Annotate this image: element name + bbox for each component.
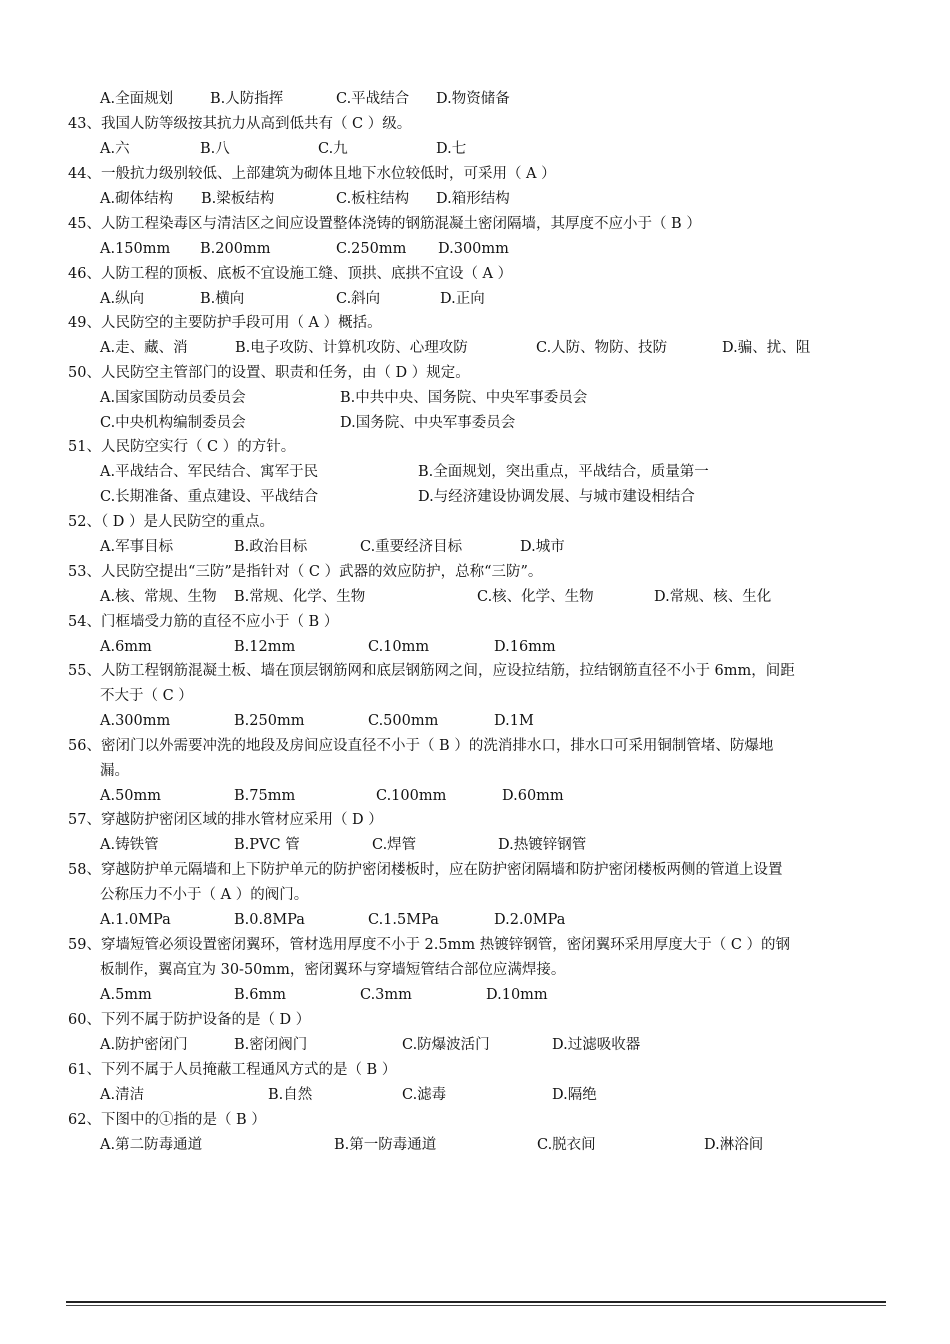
option-d: D.骗、扰、阻 [722, 340, 811, 356]
option-b: B.梁板结构 [201, 191, 275, 207]
option-c: C.250mm [336, 241, 407, 257]
option-a: A.300mm [100, 713, 171, 729]
option-c: C.脱衣间 [537, 1137, 596, 1153]
option-b: B.0.8MPa [234, 912, 305, 928]
question-text-continued: 公称压力不小于（ A ）的阀门。 [100, 887, 309, 903]
question-text: 44、一般抗力级别较低、上部建筑为砌体且地下水位较低时，可采用（ A ） [68, 166, 556, 182]
question-text: 55、人防工程钢筋混凝土板、墙在顶层钢筋网和底层钢筋网之间，应设拉结筋，拉结钢筋直径不小于 6mm，间距 [68, 663, 795, 679]
option-b: D.与经济建设协调发展、与城市建设相结合 [418, 489, 695, 505]
option-b: B.200mm [200, 241, 271, 257]
option-b: B.常规、化学、生物 [234, 589, 366, 605]
option-c: C.500mm [368, 713, 439, 729]
question-text: 51、人民防空实行（ C ）的方针。 [68, 439, 296, 455]
option-d: D.16mm [494, 639, 556, 655]
footer-rule-thick [66, 1301, 886, 1303]
option-d: D.10mm [486, 987, 548, 1003]
question-text: 62、下图中的①指的是（ B ） [68, 1112, 266, 1128]
option-b: B.政治目标 [234, 539, 308, 555]
option-c: C.核、化学、生物 [477, 589, 594, 605]
option-d: D.正向 [440, 291, 485, 307]
question-text: 46、人防工程的顶板、底板不宜设施工缝、顶拱、底拱不宜设（ A ） [68, 266, 513, 282]
option-a: A.国家国防动员委员会 [100, 390, 246, 406]
option-c: C.斜向 [336, 291, 381, 307]
question-text: 52、（ D ）是人民防空的重点。 [68, 514, 275, 530]
option-a: A.清洁 [100, 1087, 145, 1103]
option-c: C.10mm [368, 639, 430, 655]
option-b: D.国务院、中央军事委员会 [340, 415, 516, 431]
question-text-continued: 板制作，翼高宜为 30-50mm，密闭翼环与穿墙短管结合部位应满焊接。 [100, 962, 566, 978]
option-b: B.中共中央、国务院、中央军事委员会 [340, 390, 588, 406]
option-a: A.第二防毒通道 [100, 1137, 203, 1153]
question-text: 60、下列不属于防护设备的是（ D ） [68, 1012, 311, 1028]
option-c: C.平战结合 [336, 91, 410, 107]
option-c: C.100mm [376, 788, 447, 804]
option-c: C.九 [318, 141, 348, 157]
option-d: D.隔绝 [552, 1087, 597, 1103]
option-d: D.常规、核、生化 [654, 589, 772, 605]
option-b: B.自然 [268, 1087, 313, 1103]
option-c: C.重要经济目标 [360, 539, 463, 555]
option-a: A.5mm [100, 987, 152, 1003]
option-a: A.全面规划 [100, 91, 174, 107]
question-text: 49、人民防空的主要防护手段可用（ A ）概括。 [68, 315, 382, 331]
option-d: D.热镀锌钢管 [498, 837, 587, 853]
question-text: 57、穿越防护密闭区域的排水管材应采用（ D ） [68, 812, 383, 828]
option-a: A.50mm [100, 788, 162, 804]
question-text: 58、穿越防护单元隔墙和上下防护单元的防护密闭楼板时，应在防护密闭隔墙和防护密闭楼板两侧的管道上设置 [68, 862, 783, 878]
option-d: D.物资储备 [436, 91, 510, 107]
option-a: A.砌体结构 [100, 191, 174, 207]
option-d: D.箱形结构 [436, 191, 510, 207]
option-c: C.防爆波活门 [402, 1037, 490, 1053]
option-a: A.1.0MPa [100, 912, 171, 928]
option-c: C.1.5MPa [368, 912, 439, 928]
option-a: A.核、常规、生物 [100, 589, 217, 605]
question-text: 53、人民防空提出“三防”是指针对（ C ）武器的效应防护，总称“三防”。 [68, 564, 543, 580]
option-a: A.军事目标 [100, 539, 174, 555]
option-d: D.1M [494, 713, 534, 729]
option-a: A.纵向 [100, 291, 145, 307]
option-c: C.人防、物防、技防 [536, 340, 668, 356]
option-d: D.淋浴间 [704, 1137, 764, 1153]
option-b: B.12mm [234, 639, 296, 655]
question-text: 61、下列不属于人员掩蔽工程通风方式的是（ B ） [68, 1062, 397, 1078]
option-c: C.滤毒 [402, 1087, 447, 1103]
question-text: 59、穿墙短管必须设置密闭翼环，管材选用厚度不小于 2.5mm 热镀锌钢管，密闭翼环采用厚度大于（ C ）的钢 [68, 937, 791, 953]
option-a: A.6mm [100, 639, 152, 655]
option-a: A.铸铁管 [100, 837, 159, 853]
question-text: 45、人防工程染毒区与清洁区之间应设置整体浇铸的钢筋混凝土密闭隔墙，其厚度不应小于（ B ） [68, 216, 701, 232]
question-text: 54、门框墙受力筋的直径不应小于（ B ） [68, 614, 339, 630]
option-a: C.长期准备、重点建设、平战结合 [100, 489, 319, 505]
option-a: A.平战结合、军民结合、寓军于民 [100, 464, 319, 480]
option-d: D.城市 [520, 539, 565, 555]
option-a: A.防护密闭门 [100, 1037, 188, 1053]
option-b: B.横向 [200, 291, 245, 307]
option-b: B.PVC 管 [234, 837, 300, 853]
question-text: 50、人民防空主管部门的设置、职责和任务，由（ D ）规定。 [68, 365, 470, 381]
option-b: B.250mm [234, 713, 305, 729]
option-a: A.150mm [100, 241, 171, 257]
question-text-continued: 漏。 [100, 763, 129, 779]
option-d: D.过滤吸收器 [552, 1037, 641, 1053]
option-a: C.中央机构编制委员会 [100, 415, 246, 431]
option-c: C.焊管 [372, 837, 417, 853]
option-c: C.板柱结构 [336, 191, 410, 207]
option-d: D.2.0MPa [494, 912, 566, 928]
option-b: B.人防指挥 [210, 91, 284, 107]
option-b: B.第一防毒通道 [334, 1137, 437, 1153]
footer-rule-thin [66, 1305, 886, 1306]
option-c: C.3mm [360, 987, 412, 1003]
option-a: A.走、藏、消 [100, 340, 188, 356]
option-b: B.八 [200, 141, 230, 157]
option-b: B.电子攻防、计算机攻防、心理攻防 [235, 340, 468, 356]
option-b: B.75mm [234, 788, 296, 804]
option-d: D.七 [436, 141, 467, 157]
option-b: B.密闭阀门 [234, 1037, 308, 1053]
option-d: D.60mm [502, 788, 564, 804]
question-text: 56、密闭门以外需要冲洗的地段及房间应设直径不小于（ B ）的洗消排水口，排水口可采用铜制管堵、防爆地 [68, 738, 774, 754]
question-text-continued: 不大于（ C ） [100, 688, 193, 704]
option-d: D.300mm [438, 241, 509, 257]
question-text: 43、我国人防等级按其抗力从高到低共有（ C ）级。 [68, 116, 412, 132]
option-a: A.六 [100, 141, 130, 157]
option-b: B.全面规划，突出重点，平战结合，质量第一 [418, 464, 709, 480]
option-b: B.6mm [234, 987, 286, 1003]
